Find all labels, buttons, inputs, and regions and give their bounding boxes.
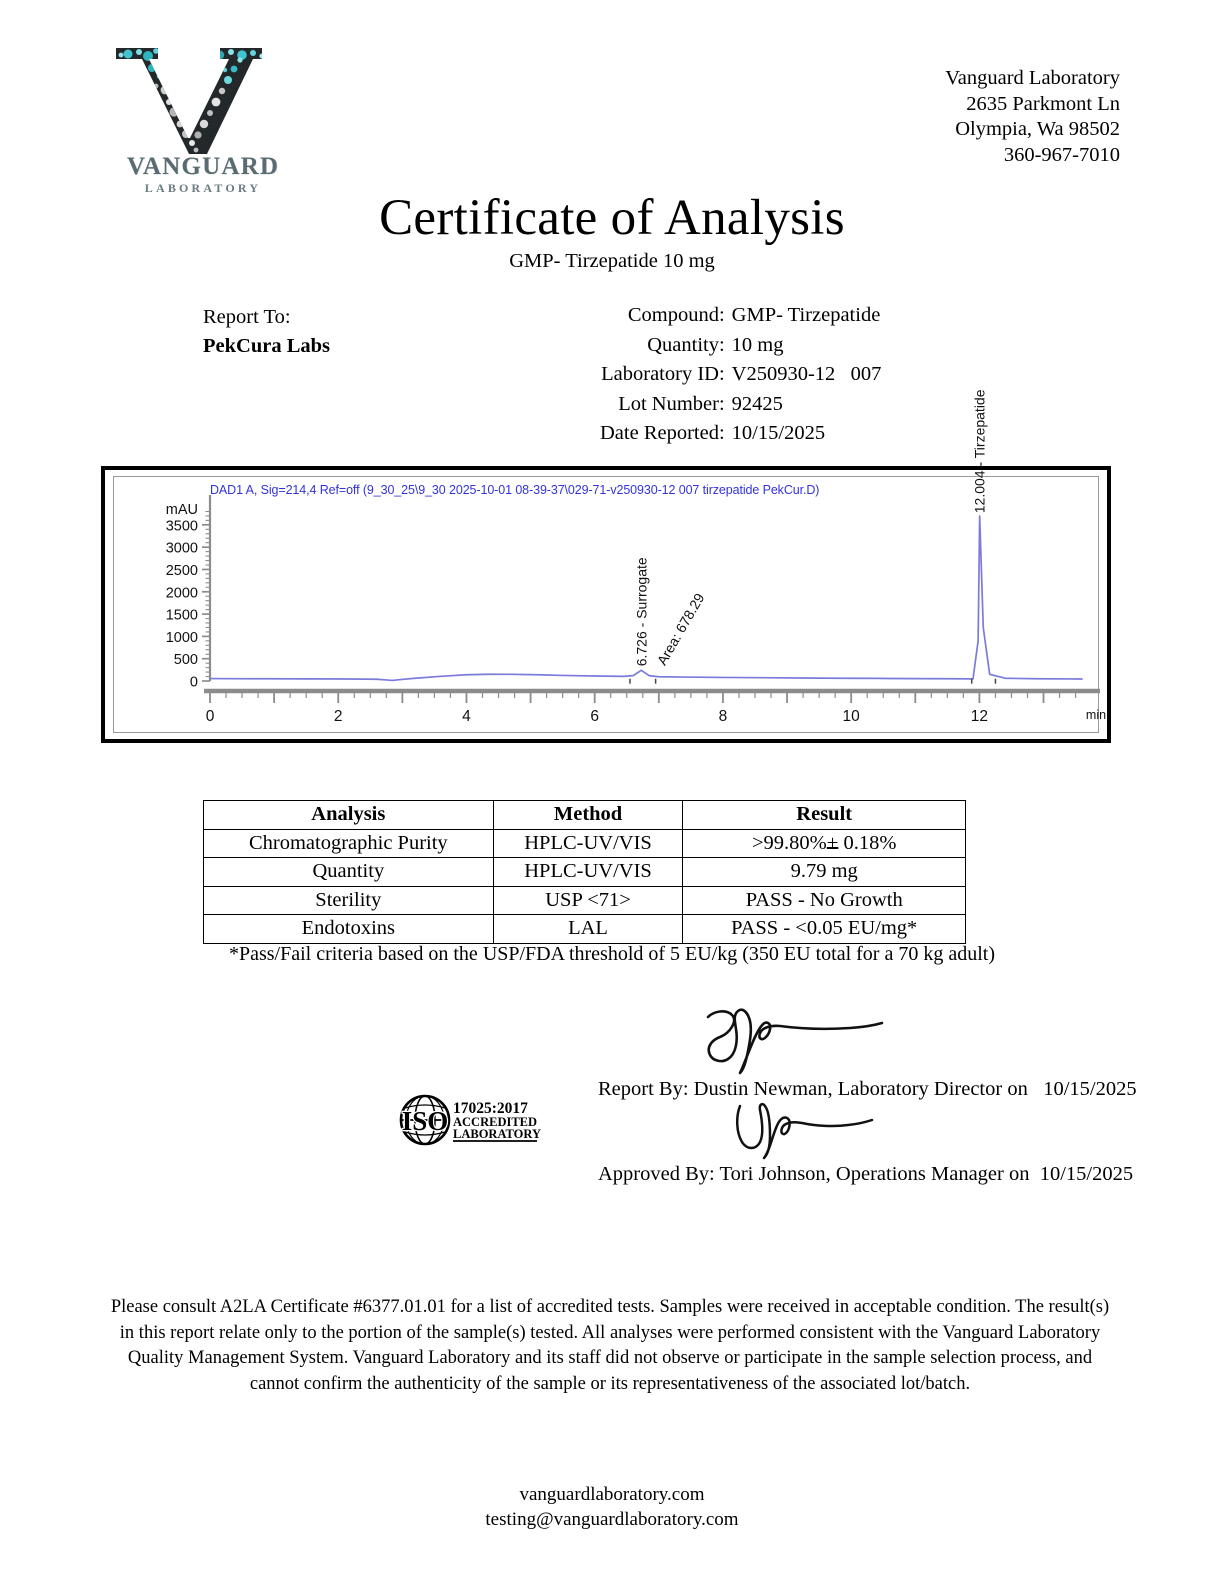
- table-row: [204, 886, 966, 915]
- iso-accreditation-badge: [398, 1092, 544, 1148]
- svg-text:1500: 1500: [165, 607, 198, 624]
- cell-analysis-quantity: Quantity: [204, 858, 494, 887]
- svg-text:0: 0: [205, 708, 215, 725]
- table-row: [204, 829, 966, 858]
- svg-text:3500: 3500: [165, 518, 198, 535]
- meta-key-laboratory-id: Laboratory ID:: [601, 363, 725, 385]
- peak-area-label-surrogate: Area: 678.29: [653, 590, 708, 668]
- cell-result-sterility: PASS - No Growth: [683, 886, 966, 915]
- cell-analysis-sterility: Sterility: [204, 886, 494, 915]
- lab-city-state-zip: Olympia, Wa 98502: [955, 118, 1120, 140]
- results-header-result: Result: [683, 801, 966, 830]
- meta-value-lot-number: 92425: [731, 392, 783, 415]
- results-table: [203, 800, 966, 944]
- peak-label-surrogate: 6.726 - Surrogate: [633, 557, 650, 667]
- table-row: [204, 915, 966, 944]
- cell-method-purity: HPLC-UV/VIS: [493, 829, 683, 858]
- cell-method-quantity: HPLC-UV/VIS: [493, 858, 683, 887]
- svg-text:2500: 2500: [165, 562, 198, 579]
- lab-phone: 360-967-7010: [1003, 143, 1120, 166]
- results-table-footnote: *Pass/Fail criteria based on the USP/FDA threshold of 5 EU/kg (350 EU total for a 70 kg adult): [228, 943, 995, 965]
- meta-row-compound: [600, 303, 881, 333]
- meta-key-quantity: Quantity:: [647, 333, 725, 356]
- meta-value-quantity: 10 mg: [731, 333, 784, 356]
- page-footer: [0, 1482, 1224, 1532]
- results-header-method: Method: [493, 801, 683, 830]
- signature-report-by-image: [700, 1003, 920, 1075]
- purity-value-after: 0.18%: [843, 831, 897, 854]
- peak-label-tirzepatide: 12.004 - Tirzepatide: [971, 389, 988, 514]
- cell-method-endotoxins: LAL: [493, 915, 683, 944]
- logo-wordmark-secondary: LABORATORY: [144, 181, 262, 195]
- page-header: [0, 0, 1224, 200]
- svg-text:mAU: mAU: [165, 501, 198, 518]
- svg-text:ACCREDITED: ACCREDITED: [453, 1115, 538, 1129]
- lab-name: Vanguard Laboratory: [945, 67, 1120, 89]
- svg-text:2: 2: [333, 708, 343, 725]
- cell-analysis-endotoxins: Endotoxins: [204, 915, 494, 944]
- page-subtitle: GMP- Tirzepatide 10 mg: [509, 250, 715, 272]
- report-to-label: Report To:: [203, 306, 291, 328]
- svg-text:8: 8: [718, 708, 728, 725]
- footer-website: vanguardlaboratory.com: [519, 1484, 705, 1505]
- page-title: Certificate of Analysis: [379, 190, 845, 246]
- meta-row-lot-number: [600, 392, 881, 422]
- meta-row-date-reported: [600, 421, 881, 451]
- meta-key-date-reported: Date Reported:: [600, 422, 725, 444]
- meta-value-laboratory-id: V250930-12 007: [731, 363, 882, 385]
- meta-row-quantity: [600, 333, 881, 363]
- cell-result-endotoxins: PASS - <0.05 EU/mg*: [683, 915, 966, 944]
- report-to-block: [203, 303, 330, 361]
- svg-text:10: 10: [842, 708, 860, 725]
- svg-text:3000: 3000: [165, 540, 198, 557]
- svg-text:4: 4: [462, 708, 471, 725]
- meta-key-compound: Compound:: [627, 304, 725, 326]
- cell-method-sterility: USP <71>: [493, 886, 683, 915]
- meta-value-date-reported: 10/15/2025: [731, 422, 826, 444]
- logo-wordmark-primary: VANGUARD: [126, 153, 280, 180]
- meta-key-lot-number: Lot Number:: [618, 392, 725, 415]
- sample-meta-table: [600, 303, 881, 451]
- company-logo: [112, 42, 302, 195]
- svg-text:0: 0: [189, 674, 198, 691]
- signature-approved-by-image: [730, 1100, 910, 1162]
- svg-text:LABORATORY: LABORATORY: [453, 1127, 542, 1141]
- svg-text:17025:2017: 17025:2017: [453, 1100, 528, 1117]
- lab-street: 2635 Parkmont Ln: [966, 92, 1120, 115]
- svg-text:500: 500: [173, 652, 198, 669]
- meta-value-compound: GMP- Tirzepatide: [731, 304, 881, 326]
- disclaimer-text: Please consult A2LA Certificate #6377.01.01 for a list of accredited tests. Samples were received in acceptable condition. The result(s) in this report relate only to the portion of the sample(s) tested. All analyses were performed consistent with the Vanguard Laboratory Quality Management System. Vanguard Laboratory and its staff did not observe or participate in the sample selection process, and cannot confirm the authenticity of the sample or its representativeness of the associated lot/batch.: [110, 1297, 1110, 1394]
- svg-text:6: 6: [590, 708, 600, 725]
- svg-text:2000: 2000: [165, 585, 198, 602]
- footer-email: testing@vanguardlaboratory.com: [485, 1509, 739, 1530]
- cell-result-quantity: 9.79 mg: [683, 858, 966, 887]
- svg-text:1000: 1000: [165, 629, 198, 646]
- chromatogram-title: DAD1 A, Sig=214,4 Ref=off (9_30_25\9_30 2025-10-01 08-39-37\029-71-v250930-12 007 tirzepatide PekCur.D): [210, 483, 820, 497]
- table-row: [204, 858, 966, 887]
- cell-analysis-purity: Chromatographic Purity: [204, 829, 494, 858]
- cell-result-purity: [683, 829, 966, 858]
- lab-address-block: [945, 66, 1120, 168]
- report-by-line: Report By: Dustin Newman, Laboratory Director on 10/15/2025: [598, 1078, 1137, 1100]
- svg-text:min: min: [1085, 708, 1107, 722]
- meta-row-laboratory-id: [600, 362, 881, 392]
- purity-value-before: >99.80%: [752, 831, 827, 854]
- plus-minus-icon: +: [826, 831, 839, 854]
- approved-by-line: Approved By: Tori Johnson, Operations Manager on 10/15/2025: [598, 1163, 1134, 1185]
- vanguard-v-logo-icon: [112, 42, 287, 160]
- svg-text:12: 12: [970, 708, 989, 725]
- results-header-analysis: Analysis: [204, 801, 494, 830]
- svg-text:ISO: ISO: [401, 1106, 449, 1136]
- results-header-row: [204, 801, 966, 830]
- report-to-client: PekCura Labs: [203, 335, 331, 357]
